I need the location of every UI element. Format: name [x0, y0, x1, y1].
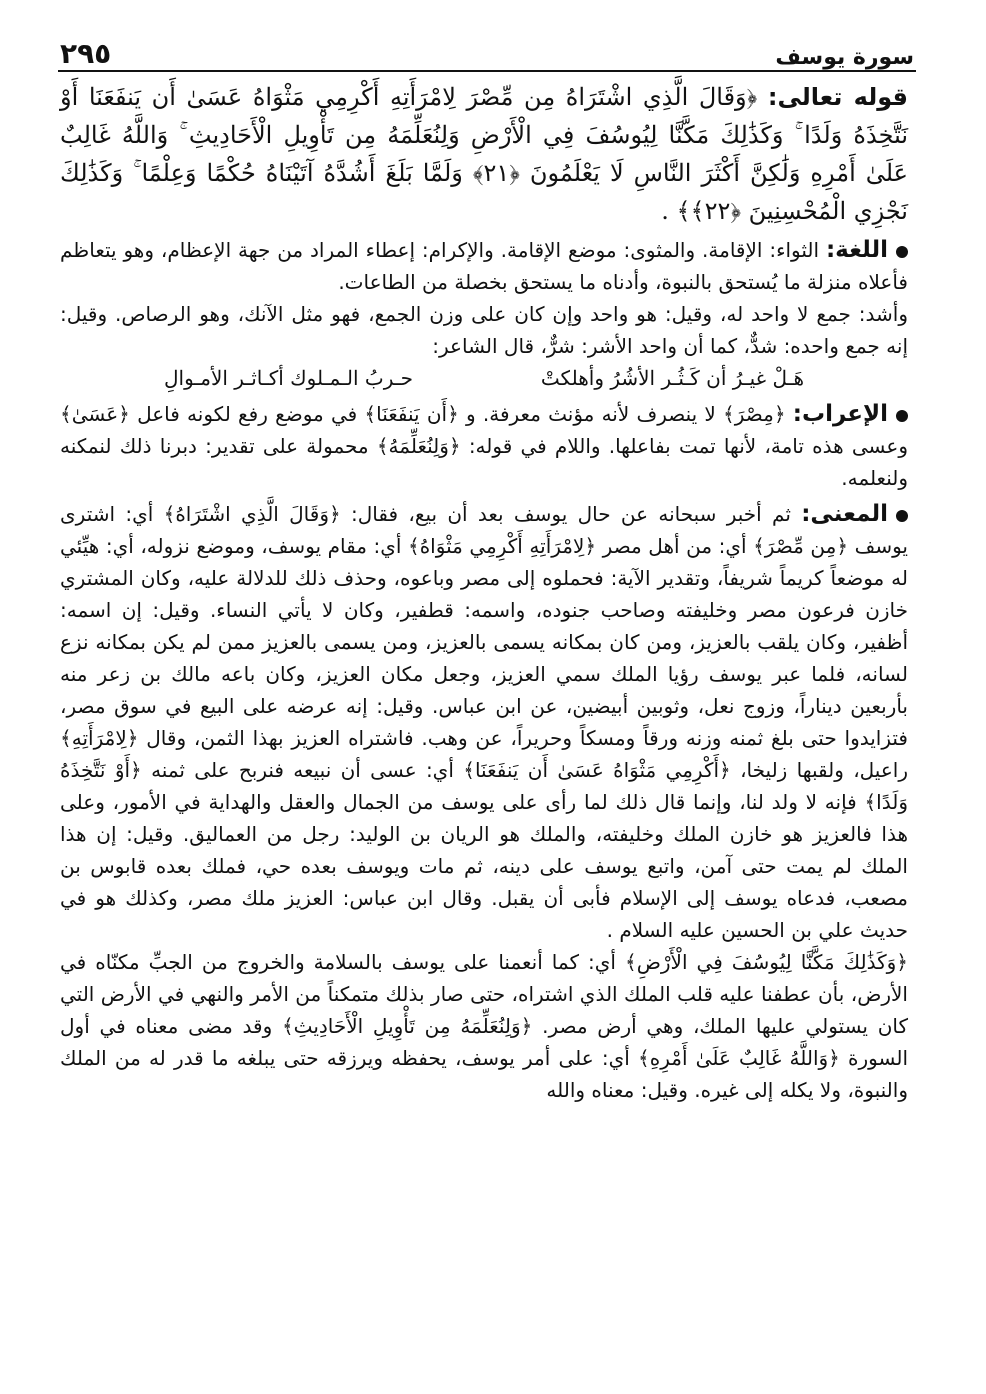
page-body [60, 78, 908, 1106]
lugha-section [60, 234, 908, 298]
poem-verse [60, 362, 908, 394]
verse-block [60, 78, 908, 230]
bullet-icon [896, 510, 908, 522]
surah-title: سورة يوسف [775, 45, 914, 70]
verse-text: ﴿وَقَالَ الَّذِي اشْتَرَاهُ مِن مِّصْرَ لِامْرَأَتِهِ أَكْرِمِي مَثْوَاهُ عَسَىٰ أَن يَنفَعَنَا أَوْ نَتَّخِذَهُ وَلَدًا ۚ وَكَذَٰلِكَ مَكَّنَّا لِيُوسُفَ فِي الْأَرْضِ وَلِنُعَلِّمَهُ مِن تَأْوِيلِ الْأَحَادِيثِ ۚ وَاللَّهُ غَالِبٌ عَلَىٰ أَمْرِهِ وَلَٰكِنَّ أَكْثَرَ النَّاسِ لَا يَعْلَمُونَ ﴿٢١﴾ وَلَمَّا بَلَغَ أَشُدَّهُ آتَيْنَاهُ حُكْمًا وَعِلْمًا ۚ وَكَذَٰلِكَ نَجْزِي الْمُحْسِنِينَ ﴿٢٢﴾﴾ . [60, 83, 908, 225]
maana-paragraph-2 [60, 946, 908, 1106]
lugha-text-1: الثواء: الإقامة. والمثوى: موضع الإقامة. والإكرام: إعطاء المراد من جهة الإعظام، وهو يتعاظم فأعلاه منزلة ما يُستحق بالنبوة، وأدناه ما يستحق بخصلة من الطاعات. [60, 238, 908, 294]
header-rule [58, 70, 916, 72]
lugha-heading: اللغة: [825, 237, 888, 263]
maana-heading: المعنى: [801, 501, 889, 527]
page-number: ٢٩٥ [60, 37, 112, 70]
maana-text-2: ﴿وَكَذَٰلِكَ مَكَّنَّا لِيُوسُفَ فِي الْأَرْضِ﴾ أي: كما أنعمنا على يوسف بالسلامة والخروج من الجبِّ مكنّاه في الأرض، بأن عطفنا عليه قلب الملك الذي اشتراه، حتى صار بذلك متمكناً من الأمر والنهي في الأرض التي كان يستولي عليها الملك، وهي أرض مصر. ﴿وَلِنُعَلِّمَهُ مِن تَأْوِيلِ الْأَحَادِيثِ﴾ وقد مضى معناه في أول السورة ﴿وَاللَّهُ غَالِبٌ عَلَىٰ أَمْرِهِ﴾ أي: على أمر يوسف، يحفظه ويرزقه حتى يبلغه ما قدر له من الملك والنبوة، ولا يكله إلى غيره. وقيل: معناه والله [60, 950, 908, 1102]
lugha-paragraph-2 [60, 298, 908, 362]
poem-hemistich-left: حـربُ الـمـلوك أكـاثـر الأمـوالِ [163, 366, 413, 390]
iraab-section [60, 398, 908, 494]
bullet-icon [896, 246, 908, 258]
iraab-heading: الإعراب: [792, 401, 888, 427]
bullet-icon [896, 410, 908, 422]
poem-hemistich-right: هَـلْ غيـرُ أن كَـثُـر الأشُرُ وأهلكتْ [540, 366, 805, 390]
page-header [60, 30, 914, 70]
iraab-text: ﴿مِصْرَ﴾ لا ينصرف لأنه مؤنث معرفة. و ﴿أَن يَنفَعَنَا﴾ في موضع رفع لكونه فاعل ﴿عَسَىٰ﴾ وعسى هذه تامة، لأنها تمت بفاعلها. واللام في قوله: ﴿وَلِنُعَلِّمَهُ﴾ محمولة على تقدير: دبرنا ذلك لنمكنه ولنعلمه. [60, 402, 908, 490]
lugha-text-2: وأشد: جمع لا واحد له، وقيل: هو واحد وإن كان على وزن الجمع، فهو مثل الآنك، وهو الرصاص. وقيل: إنه جمع واحده: شدٌّ، كما أن واحد الأشر: شرٌّ، قال الشاعر: [60, 302, 908, 358]
verse-lead: قوله تعالى: [767, 83, 908, 111]
maana-section [60, 498, 908, 946]
maana-text-1: ثم أخبر سبحانه عن حال يوسف بعد أن بيع، فقال: ﴿وَقَالَ الَّذِي اشْتَرَاهُ﴾ أي: اشترى يوسف ﴿مِن مِّصْرَ﴾ أي: من أهل مصر ﴿لِامْرَأَتِهِ أَكْرِمِي مَثْوَاهُ﴾ أي: مقام يوسف، وموضع نزوله، أي: هيِّئي له موضعاً كريماً شريفاً، وتقدير الآية: فحملوه إلى مصر وباعوه، وحذف ذلك للدلالة عليه، وكان المشتري خازن فرعون مصر وخليفته وصاحب جنوده، واسمه: قطفير، وكان لا يأتي النساء. وقيل: إن اسمه: أظفير، وكان يلقب بالعزيز، ومن كان بمكانه يسمى بالعزيز، ومن يسمى بالعزيز ممن لم يكن بمكانه نزع لسانه، فلما عبر يوسف رؤيا الملك سمي العزيز، وجعل مكان العزيز، وكان باعه مالك بن زعر منه بأربعين ديناراً، وزوج نعل، وثوبين أبيضين، عن ابن عباس. وقيل: إنه عرضه على البيع في سوق مصر، فتزايدوا حتى بلغ ثمنه وزنه ورقاً ومسكاً وحريراً، عن وهب. فاشتراه العزيز بهذا الثمن، وقال ﴿لِامْرَأَتِهِ﴾ راعيل، ولقبها زليخا، ﴿أَكْرِمِي مَثْوَاهُ عَسَىٰ أَن يَنفَعَنَا﴾ أي: عسى أن نبيعه فنربح على ثمنه ﴿أَوْ نَتَّخِذَهُ وَلَدًا﴾ فإنه لا ولد لنا، وإنما قال ذلك لما رأى على يوسف من الجمال والعقل والهداية في الأمور، وعلى هذا فالعزيز هو خازن الملك وخليفته، والملك هو الريان بن الوليد: رجل من العماليق. وقيل: إن هذا الملك لم يمت حتى آمن، واتبع يوسف على دينه، ثم مات ويوسف بعده حي، فملك بعده قابوس بن مصعب، فدعاه يوسف إلى الإسلام فأبى أن يقبل. وقال ابن عباس: العزيز ملك مصر، وكذلك هو في حديث علي بن الحسين عليه السلام . [60, 502, 908, 942]
